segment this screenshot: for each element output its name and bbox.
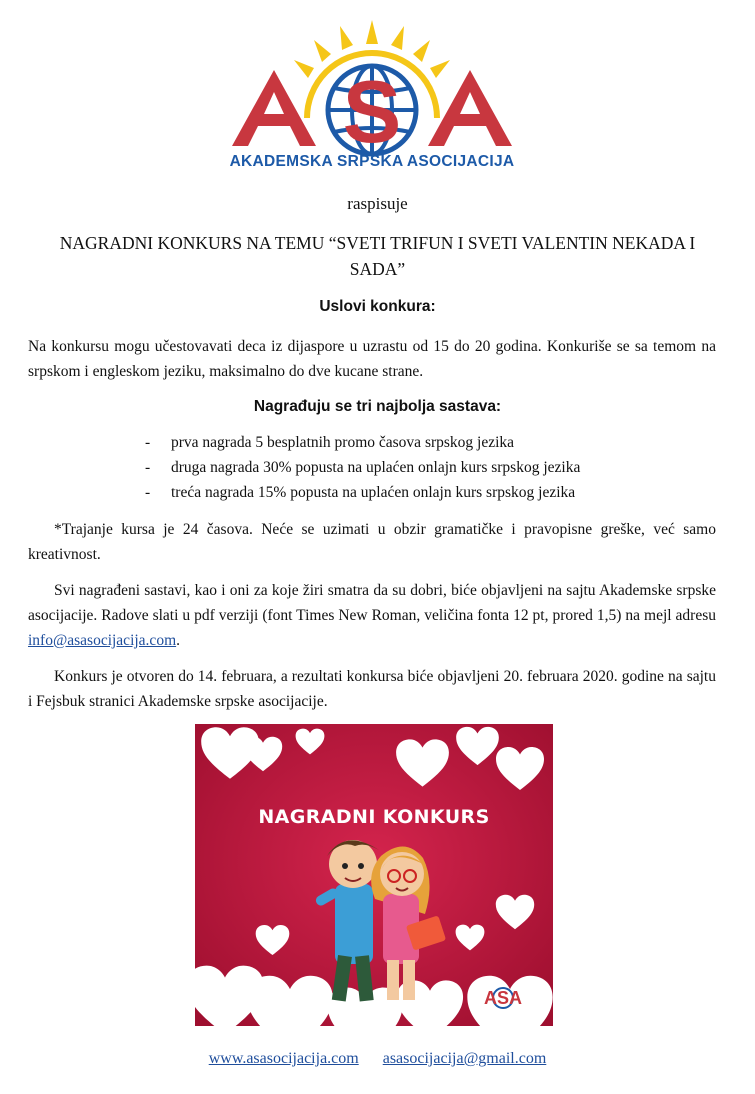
- award-first: prva nagrada 5 besplatnih promo časova srpskog jezika: [171, 434, 515, 451]
- poster-logo: [484, 988, 522, 1008]
- awards-heading: Nagrađuju se tri najbolja sastava:: [253, 398, 502, 415]
- website-link[interactable]: www.asasocijacija.com: [208, 1050, 359, 1067]
- awards-list: [145, 430, 580, 505]
- award-second: druga nagrada 30% popusta na uplaćen onlajn kurs srpskog jezika: [171, 459, 581, 476]
- footer-links: [0, 1050, 755, 1068]
- logo-subtitle: AKADEMSKA SRPSKA ASOCIJACIJA: [229, 153, 515, 170]
- conditions-heading: Uslovi konkura:: [319, 298, 436, 315]
- deadline-text: Konkurs je otvoren do 14. februara, a rezultati konkursa biće objavljeni 20. februara 2020. godine na sajtu i Fejsbuk stranici Akademske srpske asocijacije.: [28, 668, 716, 710]
- intro-text: raspisuje: [347, 194, 408, 213]
- course-note: *Trajanje kursa je 24 časova. Neće se uzimati u obzir gramatičke i pravopisne greške, već samo kreativnost.: [28, 521, 716, 563]
- submission-text: Svi nagrađeni sastavi, kao i oni za koje žiri smatra da su dobri, biće objavljeni na sajtu Akademske srpske asocijacije. Radove slati u pdf verziji (font Times New Roman, veličina fonta 12 pt, prored 1,5) na mejl adresu info@asasocijacija.com.: [28, 582, 716, 649]
- conditions-text: Na konkursu mogu učestovavati deca iz dijaspore u uzrastu od 15 do 20 godina. Konkuriše se sa temom na srpskom i engleskom jeziku, maksimalno do dve kucane strane.: [28, 338, 716, 380]
- award-third: treća nagrada 15% popusta na uplaćen onlajn kurs srpskog jezika: [171, 484, 576, 501]
- poster-title: NAGRADNI KONKURS: [258, 806, 490, 828]
- contest-poster: [195, 724, 553, 1026]
- email-link[interactable]: asasocijacija@gmail.com: [382, 1050, 547, 1067]
- submission-email-link[interactable]: info@asasocijacija.com: [28, 632, 177, 649]
- svg-text:S: S: [342, 62, 402, 161]
- poster-illustration: [195, 724, 553, 1026]
- list-item: - prva nagrada 5 besplatnih promo časova srpskog jezika: [145, 430, 580, 455]
- list-item: - druga nagrada 30% popusta na uplaćen onlajn kurs srpskog jezika: [145, 455, 580, 480]
- page-title: NAGRADNI KONKURS NA TEMU “SVETI TRIFUN I SVETI VALENTIN NEKADA I SADA”: [59, 233, 696, 279]
- svg-text:ASA: ASA: [483, 988, 523, 1008]
- list-item: - treća nagrada 15% popusta na uplaćen onlajn kurs srpskog jezika: [145, 480, 580, 505]
- submission-body: Svi nagrađeni sastavi, kao i oni za koje žiri smatra da su dobri, biće objavljeni na sajtu Akademske srpske asocijacije. Radove slati u pdf verziji (font Times New Roman, veličina fonta 12 pt, prored 1,5) na mejl adresu: [28, 582, 716, 624]
